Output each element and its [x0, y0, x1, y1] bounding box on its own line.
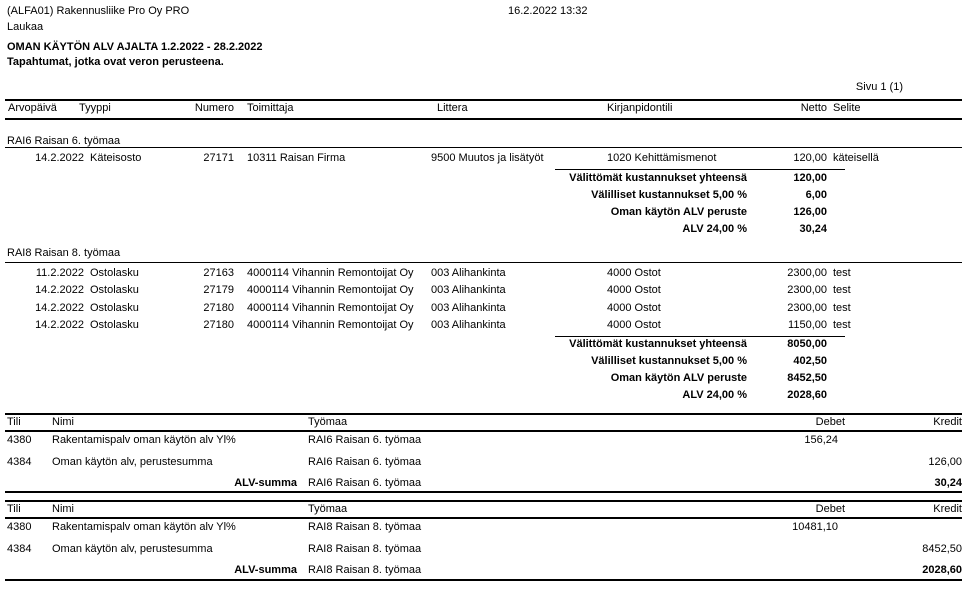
cell-nimi: Oman käytön alv, perustesumma: [52, 543, 213, 555]
subtotal-label: Välittömät kustannukset yhteensä: [569, 172, 747, 184]
company-location: Laukaa: [7, 21, 44, 33]
cell-toimittaja: 4000114 Vihannin Remontoijat Oy: [247, 302, 414, 314]
subtotal-row: [0, 389, 972, 402]
col-tyyppi: Tyyppi: [79, 102, 111, 114]
table-row: [0, 152, 972, 165]
col-tili: Tili: [7, 416, 21, 428]
page-number-row: [0, 81, 972, 94]
subtotal-row: [0, 206, 972, 219]
cell-kirjanpidontili: 1020 Kehittämismenot: [607, 152, 717, 164]
cell-kirjanpidontili: 4000 Ostot: [607, 319, 661, 331]
subtotal-label: Oman käytön ALV peruste: [610, 372, 747, 384]
cell-tyomaa: RAI8 Raisan 8. työmaa: [308, 521, 422, 533]
cell-arvopaiva: 14.2.2022: [35, 152, 84, 164]
col-debet: Debet: [815, 503, 845, 515]
col-tyomaa: Työmaa: [308, 503, 348, 515]
cell-tyyppi: Käteisosto: [90, 152, 142, 164]
subtotal-value: 126,00: [793, 206, 827, 218]
subtotal-value: 6,00: [805, 189, 827, 201]
cell-tyomaa: RAI8 Raisan 8. työmaa: [308, 543, 422, 555]
report-header-line-2: [0, 21, 972, 34]
cell-arvopaiva: 14.2.2022: [35, 302, 84, 314]
worksite-name: RAI8 Raisan 8. työmaa: [7, 247, 121, 259]
divider: [5, 262, 962, 263]
cell-kredit: 2028,60: [922, 564, 962, 576]
cell-debet: 10481,10: [792, 521, 838, 533]
main-table-header: [0, 102, 972, 115]
divider: [5, 99, 962, 101]
cell-tyyppi: Ostolasku: [90, 319, 139, 331]
section-heading: [0, 247, 972, 260]
divider: [5, 413, 962, 415]
cell-numero: 27163: [203, 267, 234, 279]
cell-kirjanpidontili: 4000 Ostot: [607, 302, 661, 314]
subtotal-value: 30,24: [799, 223, 827, 235]
print-timestamp: 16.2.2022 13:32: [508, 5, 588, 17]
cell-nimi: Rakentamispalv oman käytön alv Yl%: [52, 521, 236, 533]
cell-selite: käteisellä: [833, 152, 879, 164]
subtotal-row: [0, 189, 972, 202]
table-row: [0, 267, 972, 280]
cell-littera: 003 Alihankinta: [431, 302, 506, 314]
subtotal-row: [0, 338, 972, 351]
table-row: [0, 302, 972, 315]
table-row: [0, 319, 972, 332]
col-tyomaa: Työmaa: [308, 416, 348, 428]
cell-debet: 156,24: [804, 434, 838, 446]
cell-tili: 4380: [7, 434, 32, 446]
subtotal-row: [0, 372, 972, 385]
alv-summa-label: ALV-summa: [234, 564, 297, 576]
cell-numero: 27180: [203, 302, 234, 314]
divider: [5, 430, 962, 432]
cell-numero: 27179: [203, 284, 234, 296]
divider: [5, 491, 962, 493]
col-nimi: Nimi: [52, 503, 74, 515]
subtotal-label: ALV 24,00 %: [682, 389, 747, 401]
divider: [5, 147, 962, 148]
subtotal-value: 2028,60: [787, 389, 827, 401]
cell-arvopaiva: 14.2.2022: [35, 319, 84, 331]
cell-arvopaiva: 11.2.2022: [35, 267, 84, 279]
col-selite: Selite: [833, 102, 861, 114]
cell-selite: test: [833, 302, 851, 314]
cell-kirjanpidontili: 4000 Ostot: [607, 284, 661, 296]
summary-total-row: [0, 564, 972, 577]
cell-tyyppi: Ostolasku: [90, 284, 139, 296]
subtotal-value: 402,50: [793, 355, 827, 367]
subtotal-label: Välilliset kustannukset 5,00 %: [591, 189, 747, 201]
page-number: Sivu 1 (1): [855, 81, 903, 93]
col-kirjanpidontili: Kirjanpidontili: [607, 102, 673, 114]
subtotal-label: Välilliset kustannukset 5,00 %: [591, 355, 747, 367]
subtotal-label: ALV 24,00 %: [682, 223, 747, 235]
divider: [5, 517, 962, 519]
cell-tili: 4380: [7, 521, 32, 533]
cell-tyyppi: Ostolasku: [90, 267, 139, 279]
summary-row: [0, 543, 972, 556]
cell-toimittaja: 10311 Raisan Firma: [247, 152, 346, 164]
report-subtitle-row: [0, 56, 972, 69]
cell-tyomaa: RAI6 Raisan 6. työmaa: [308, 434, 422, 446]
worksite-name: RAI6 Raisan 6. työmaa: [7, 135, 121, 147]
cell-toimittaja: 4000114 Vihannin Remontoijat Oy: [247, 267, 414, 279]
divider: [5, 500, 962, 502]
cell-netto: 2300,00: [787, 284, 827, 296]
cell-arvopaiva: 14.2.2022: [35, 284, 84, 296]
subtotal-divider: [555, 336, 845, 337]
cell-littera: 003 Alihankinta: [431, 319, 506, 331]
subtotal-value: 8452,50: [787, 372, 827, 384]
cell-tyomaa: RAI6 Raisan 6. työmaa: [308, 456, 422, 468]
alv-summa-label: ALV-summa: [234, 477, 297, 489]
cell-netto: 2300,00: [787, 267, 827, 279]
divider: [5, 118, 962, 120]
col-kredit: Kredit: [933, 416, 962, 428]
summary-row: [0, 434, 972, 447]
col-littera: Littera: [437, 102, 468, 114]
subtotal-divider: [555, 169, 845, 170]
cell-kirjanpidontili: 4000 Ostot: [607, 267, 661, 279]
summary-total-row: [0, 477, 972, 490]
cell-littera: 003 Alihankinta: [431, 267, 506, 279]
divider: [5, 579, 962, 581]
company-name: (ALFA01) Rakennusliike Pro Oy PRO: [7, 5, 190, 17]
cell-littera: 003 Alihankinta: [431, 284, 506, 296]
col-nimi: Nimi: [52, 416, 74, 428]
col-tili: Tili: [7, 503, 21, 515]
summary-row: [0, 456, 972, 469]
subtotal-row: [0, 355, 972, 368]
cell-nimi: Rakentamispalv oman käytön alv Yl%: [52, 434, 236, 446]
subtotal-value: 120,00: [793, 172, 827, 184]
cell-netto: 2300,00: [787, 302, 827, 314]
cell-tili: 4384: [7, 543, 32, 555]
cell-littera: 9500 Muutos ja lisätyöt: [431, 152, 544, 164]
summary-table-header: [0, 416, 972, 429]
subtotal-row: [0, 172, 972, 185]
col-toimittaja: Toimittaja: [247, 102, 294, 114]
cell-selite: test: [833, 319, 851, 331]
cell-tili: 4384: [7, 456, 32, 468]
cell-kredit: 126,00: [928, 456, 962, 468]
cell-toimittaja: 4000114 Vihannin Remontoijat Oy: [247, 319, 414, 331]
cell-tyyppi: Ostolasku: [90, 302, 139, 314]
cell-numero: 27180: [203, 319, 234, 331]
subtotal-label: Välittömät kustannukset yhteensä: [569, 338, 747, 350]
report-subtitle: Tapahtumat, jotka ovat veron perusteena.: [7, 56, 224, 68]
summary-table-header: [0, 503, 972, 516]
col-kredit: Kredit: [933, 503, 962, 515]
cell-nimi: Oman käytön alv, perustesumma: [52, 456, 213, 468]
cell-kredit: 8452,50: [922, 543, 962, 555]
summary-row: [0, 521, 972, 534]
cell-netto: 120,00: [793, 152, 827, 164]
col-debet: Debet: [815, 416, 845, 428]
cell-selite: test: [833, 267, 851, 279]
col-arvopaiva: Arvopäivä: [8, 102, 57, 114]
report-header-line-1: [0, 5, 972, 18]
cell-tyomaa: RAI6 Raisan 6. työmaa: [308, 477, 422, 489]
col-netto: Netto: [800, 102, 827, 114]
table-row: [0, 284, 972, 297]
cell-kredit: 30,24: [934, 477, 962, 489]
subtotal-value: 8050,00: [787, 338, 827, 350]
cell-selite: test: [833, 284, 851, 296]
subtotal-row: [0, 223, 972, 236]
subtotal-label: Oman käytön ALV peruste: [610, 206, 747, 218]
col-numero: Numero: [194, 102, 234, 114]
report-title-row: [0, 41, 972, 54]
report-title: OMAN KÄYTÖN ALV AJALTA 1.2.2022 - 28.2.2022: [7, 41, 263, 53]
cell-numero: 27171: [203, 152, 234, 164]
cell-toimittaja: 4000114 Vihannin Remontoijat Oy: [247, 284, 414, 296]
cell-netto: 1150,00: [788, 319, 827, 331]
cell-tyomaa: RAI8 Raisan 8. työmaa: [308, 564, 422, 576]
